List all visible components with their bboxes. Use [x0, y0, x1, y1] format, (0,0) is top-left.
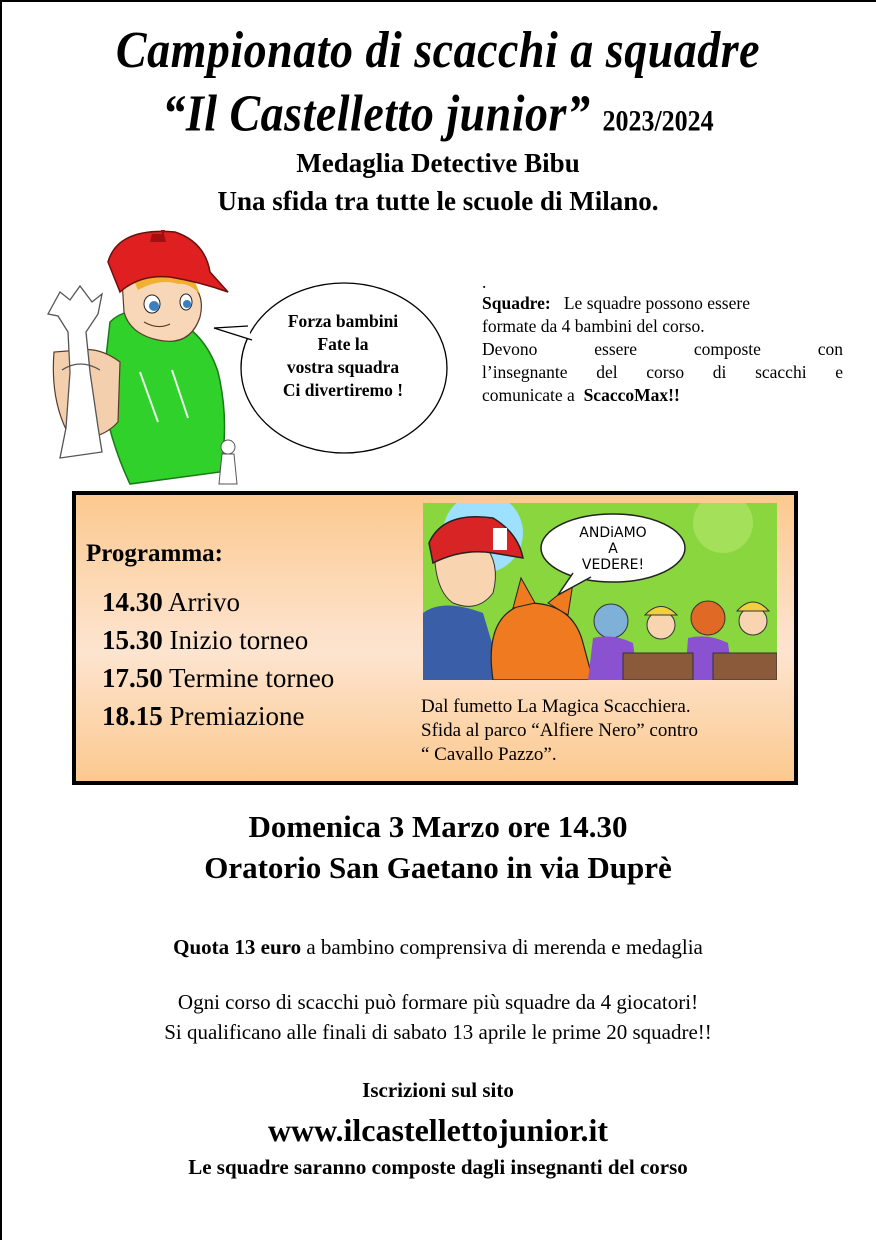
program-label: Arrivo	[168, 587, 240, 617]
program-item	[102, 621, 334, 659]
website-link[interactable]: www.ilcastellettojunior.it	[267, 1112, 609, 1148]
comic-scene-icon	[423, 503, 777, 680]
program-time: 15.30	[102, 625, 163, 655]
title-line-2	[0, 82, 876, 153]
teams-line-2: formate da 4 bambini del corso.	[482, 316, 705, 336]
bubble-line: Ci divertiremo !	[282, 380, 404, 400]
event-place: Oratorio San Gaetano in via Duprè	[204, 850, 672, 885]
subtitle-medal: Medaglia Detective Bibu	[296, 148, 580, 178]
speech-bubble-text	[240, 310, 446, 402]
speech-bubble	[212, 280, 452, 456]
caption-line: Sfida al parco “Alfiere Nero” contro	[421, 720, 698, 741]
teams-info	[482, 272, 843, 407]
program-box	[72, 491, 798, 785]
program-list	[102, 583, 334, 735]
subtitle-challenge: Una sfida tra tutte le scuole di Milano.	[217, 186, 659, 216]
bubble-line: vostra squadra	[286, 357, 400, 377]
teams-line-5	[482, 384, 843, 407]
title-line-1: Campionato di scacchi a squadre	[115, 20, 761, 79]
svg-text:ANDiAMO: ANDiAMO	[579, 525, 647, 541]
season-year: 2023/2024	[602, 104, 714, 138]
program-label: Premiazione	[169, 701, 305, 731]
bubble-line: Forza bambini	[287, 311, 399, 331]
svg-text:A: A	[608, 541, 618, 557]
program-time: 18.15	[102, 701, 163, 731]
comic-panel	[423, 503, 777, 680]
program-time: 14.30	[102, 587, 163, 617]
fee-details: a bambino comprensiva di merenda e medaglia	[301, 935, 703, 959]
title-name: “Il Castelletto junior”	[162, 84, 591, 142]
program-item	[102, 583, 334, 621]
teams-label: Squadre:	[482, 293, 551, 313]
program-item	[102, 659, 334, 697]
program-label: Termine torneo	[169, 663, 335, 693]
program-time: 17.50	[102, 663, 163, 693]
footer-note: Le squadre saranno composte dagli insegnanti del corso	[188, 1155, 688, 1179]
info-line-1: Ogni corso di scacchi può formare più squadre da 4 giocatori!	[177, 990, 699, 1014]
teams-text: comunicate a	[482, 385, 575, 405]
teams-line-1	[482, 292, 843, 315]
caption-line: Dal fumetto La Magica Scacchiera.	[421, 696, 691, 717]
fee-amount: Quota 13 euro	[173, 935, 302, 959]
program-item	[102, 697, 334, 735]
program-title: Programma:	[86, 540, 223, 567]
program-label: Inizio torneo	[169, 625, 309, 655]
info-line-2: Si qualificano alle finali di sabato 13 aprile le prime 20 squadre!!	[164, 1020, 712, 1044]
teams-text: Le squadre possono essere	[563, 293, 750, 313]
comic-caption	[421, 695, 793, 767]
teams-line-3: Devono essere composte con	[482, 339, 843, 359]
fee-info	[0, 933, 876, 961]
registration-label: Iscrizioni sul sito	[362, 1078, 514, 1102]
scaccomax-name: ScaccoMax!!	[583, 385, 680, 405]
bubble-line: Fate la	[317, 334, 369, 354]
stray-dot: .	[482, 272, 487, 292]
svg-text:VEDERE!: VEDERE!	[581, 557, 645, 573]
page-border-top	[0, 0, 876, 2]
teams-line-4: l’insegnante del corso di scacchi e	[482, 362, 843, 382]
caption-line: “ Cavallo Pazzo”.	[421, 744, 557, 765]
event-date: Domenica 3 Marzo ore 14.30	[248, 809, 628, 844]
qualification-info	[0, 987, 876, 1047]
